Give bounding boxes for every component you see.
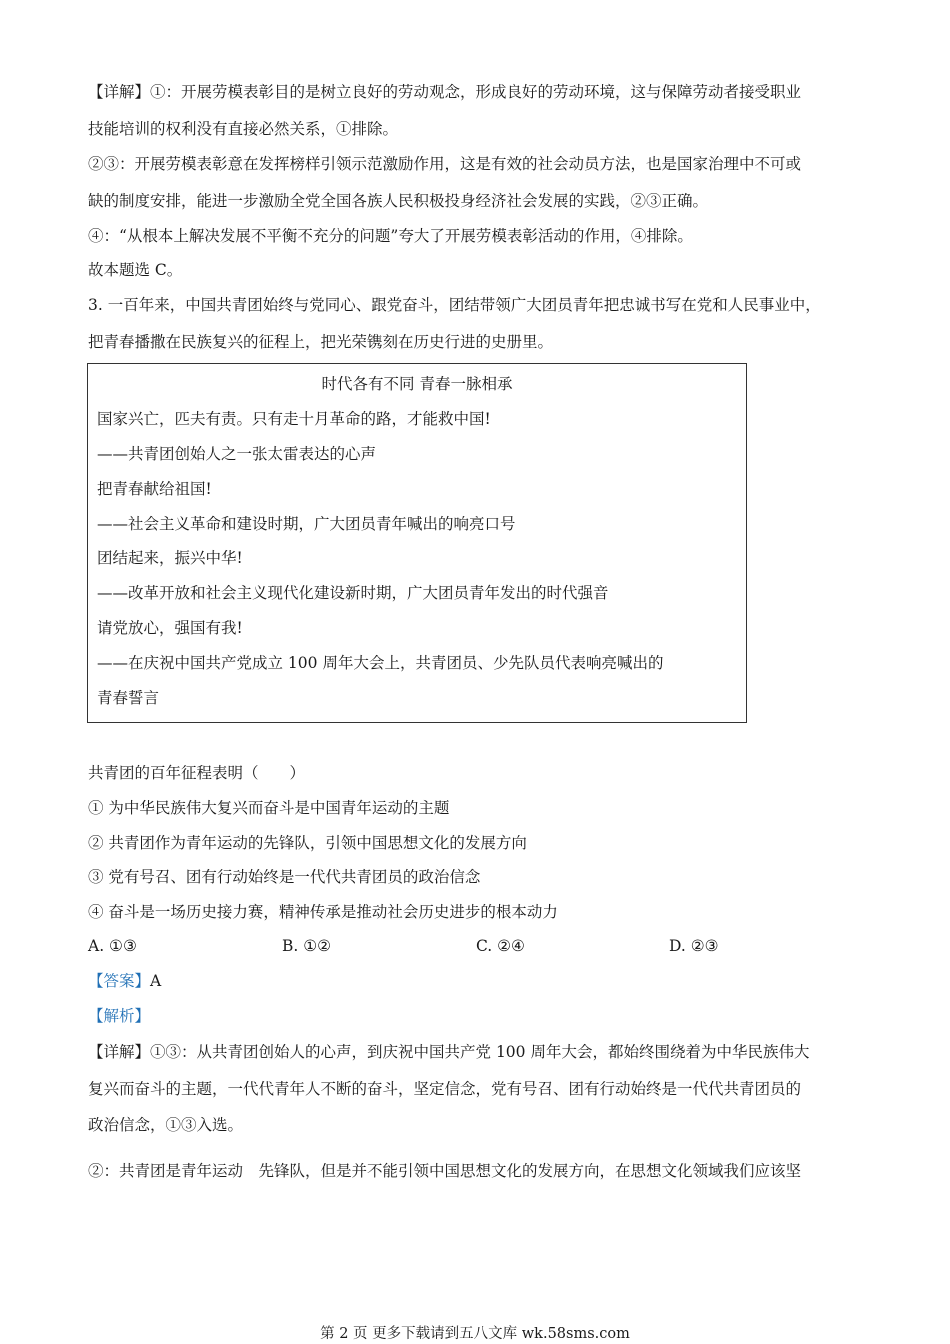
material-line: 把青春献给祖国! xyxy=(97,480,212,498)
option-c: C. ②④ xyxy=(476,937,525,955)
statement-item: ① 为中华民族伟大复兴而奋斗是中国青年运动的主题 xyxy=(88,799,450,817)
analysis-tag: 【解析】 xyxy=(88,1007,151,1025)
statement-item: ④ 奋斗是一场历史接力赛，精神传承是推动社会历史进步的根本动力 xyxy=(88,903,558,921)
option-b: B. ①② xyxy=(282,937,332,955)
statement-item: ③ 党有号召、团有行动始终是一代代共青团员的政治信念 xyxy=(88,868,481,886)
detail-tag: 【详解】 xyxy=(88,1043,151,1061)
question-stem: 把青春播撒在民族复兴的征程上，把光荣镌刻在历史行进的史册里。 xyxy=(88,333,554,351)
material-line: ——社会主义革命和建设时期，广大团员青年喊出的响亮口号 xyxy=(97,515,516,533)
detail-paragraph-line: 缺的制度安排，能进一步激励全党全国各族人民积极投身经济社会发展的实践，②③正确。 xyxy=(88,192,709,210)
answer-line xyxy=(88,970,161,992)
material-line: ——共青团创始人之一张太雷表达的心声 xyxy=(97,445,377,463)
question-stem: 3. 一百年来，中国共青团始终与党同心、跟党奋斗，团结带领广大团员青年把忠诚书写在党和人民事业中， xyxy=(88,296,821,314)
material-line: 请党放心，强国有我! xyxy=(97,619,243,637)
answer-detail-line: 复兴而奋斗的主题，一代代青年人不断的奋斗，坚定信念，党有号召、团有行动始终是一代代共青团员的 xyxy=(88,1080,802,1098)
detail-paragraph-line: ④：“从根本上解决发展不平衡不充分的问题”夸大了开展劳模表彰活动的作用，④排除。 xyxy=(88,227,693,245)
answer-detail-line: ②：共青团是青年运动 先锋队，但是并不能引领中国思想文化的发展方向，在思想文化领域我们应该坚 xyxy=(88,1162,802,1180)
material-line: 青春誓言 xyxy=(97,689,160,707)
answer-tag: 【答案】 xyxy=(88,972,151,990)
material-box-title: 时代各有不同 青春一脉相承 xyxy=(321,375,513,393)
detail-paragraph-line: 【详解】①：开展劳模表彰目的是树立良好的劳动观念，形成良好的劳动环境，这与保障劳动者接受职业 xyxy=(88,83,802,101)
detail-paragraph-line: ②③：开展劳模表彰意在发挥榜样引领示范激励作用，这是有效的社会动员方法，也是国家治理中不可或 xyxy=(88,155,802,173)
material-line: ——改革开放和社会主义现代化建设新时期，广大团员青年发出的时代强音 xyxy=(97,584,609,602)
page-footer: 第 2 页 更多下载请到五八文库 wk.58sms.com xyxy=(320,1326,630,1342)
statement-item: ② 共青团作为青年运动的先锋队，引领中国思想文化的发展方向 xyxy=(88,834,527,852)
detail-paragraph-line: 技能培训的权利没有直接必然关系，①排除。 xyxy=(88,120,399,138)
answer-value: A xyxy=(150,972,162,990)
option-d: D. ②③ xyxy=(669,937,719,955)
answer-detail-line: 【详解】①③：从共青团创始人的心声，到庆祝中国共产党 100 周年大会，都始终围绕着为中华民族伟大 xyxy=(88,1043,810,1061)
material-line: 国家兴亡，匹夫有责。只有走十月革命的路，才能救中国! xyxy=(97,410,491,428)
conclusion-line: 故本题选 C。 xyxy=(88,261,183,279)
question-prompt: 共青团的百年征程表明（ ） xyxy=(88,764,306,782)
material-line: ——在庆祝中国共产党成立 100 周年大会上，共青团员、少先队员代表响亮喊出的 xyxy=(97,654,664,672)
answer-detail-line: 政治信念，①③入选。 xyxy=(88,1116,244,1134)
option-a: A. ①③ xyxy=(88,937,137,955)
detail-tag: 【详解】 xyxy=(88,83,151,101)
material-line: 团结起来，振兴中华! xyxy=(97,549,243,567)
